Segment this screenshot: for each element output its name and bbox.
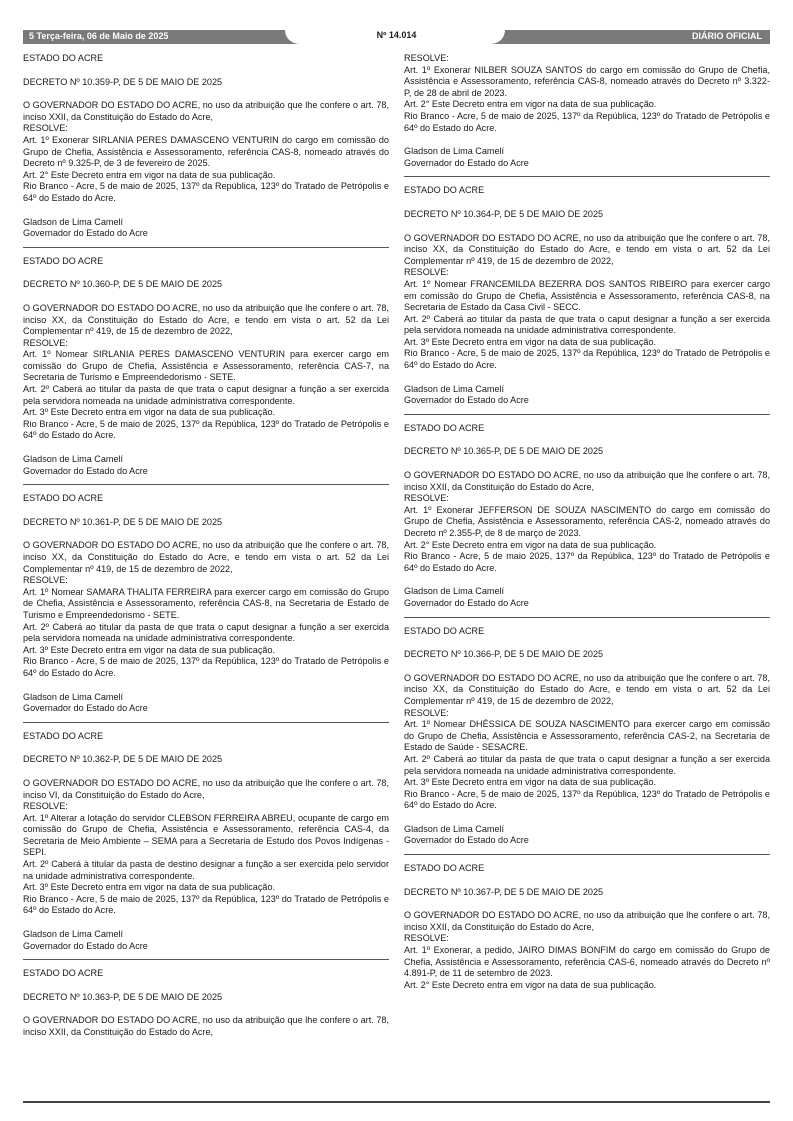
spacer xyxy=(404,574,770,586)
spacer xyxy=(23,917,389,929)
decree xyxy=(404,53,770,169)
signatory-role: Governador do Estado do Acre xyxy=(23,228,148,239)
decree-state: ESTADO DO ACRE xyxy=(404,625,485,636)
spacer xyxy=(23,1003,389,1015)
decree-text-line: O GOVERNADOR DO ESTADO DO ACRE, no uso da atribuição que lhe confere o art. 78, inciso VI, da Constituição do Estado do Acre, xyxy=(23,777,389,800)
decree-separator xyxy=(404,176,770,177)
spacer xyxy=(404,875,770,887)
header-publication: DIÁRIO OFICIAL xyxy=(692,31,762,41)
decree-title: DECRETO Nº 10.367-P, DE 5 DE MAIO DE 2025 xyxy=(404,886,604,897)
decree-text-line: Art. 1º Exonerar SIRLANIA PERES DAMASCENO VENTURIN do cargo em comissão do Grupo de Chefia, Assistência e Assessoramento, referência CAS-8, nomeado através do Decreto nº 9.325-P, de 3 de fevereiro de 2025. xyxy=(23,134,389,169)
decree-text-line: RESOLVE: xyxy=(404,707,449,718)
signatory-role: Governador do Estado do Acre xyxy=(23,703,148,714)
decree-text-line: RESOLVE: xyxy=(404,53,449,63)
decree-title: DECRETO Nº 10.362-P, DE 5 DE MAIO DE 2025 xyxy=(23,754,223,765)
decree-state: ESTADO DO ACRE xyxy=(23,53,104,63)
signatory-name: Gladson de Lima Camelí xyxy=(23,691,124,702)
decree-text-line: Rio Branco - Acre, 5 de maio 2025, 137º da República, 123º do Tratado de Petrópolis e 64º do Estado do Acre. xyxy=(404,551,770,573)
header-date: 5 Terça-feira, 06 de Maio de 2025 xyxy=(29,31,169,41)
decree-text-line: RESOLVE: xyxy=(404,267,449,278)
decree-state: ESTADO DO ACRE xyxy=(23,968,104,979)
spacer xyxy=(23,291,389,303)
bottom-rule xyxy=(23,1101,770,1103)
decree-text-line: Art. 3º Este Decreto entra em vigor na data de sua publicação. xyxy=(23,407,276,418)
decree-text-line: Art. 2° Este Decreto entra em vigor na data de sua publicação. xyxy=(23,169,276,180)
spacer xyxy=(404,134,770,146)
decree-text-line: O GOVERNADOR DO ESTADO DO ACRE, no uso da atribuição que lhe confere o art. 78, inciso XX, da Constituição do Estado do Acre, e tendo em vista o art. 52 da Lei Complementar nº 419, de 15 de dezembro de 2022, xyxy=(404,232,770,266)
decree-text-line: Art. 1º Nomear SIRLANIA PERES DAMASCENO VENTURIN para exercer cargo em comissão do Grupo de Chefia, Assistência e Assessoramento, referência CAS-7, na Secretaria de Turismo e Empreendedorismo - SETE. xyxy=(23,349,389,383)
decree-text-line: Rio Branco - Acre, 5 de maio de 2025, 137º da República, 123º do Tratado de Petrópolis e 64º do Estado do Acre. xyxy=(404,110,770,133)
decree-title: DECRETO Nº 10.363-P, DE 5 DE MAIO DE 2025 xyxy=(23,991,223,1002)
decree-text-line: Art. 3º Este Decreto entra em vigor na data de sua publicação. xyxy=(404,336,657,347)
right-column xyxy=(404,53,770,991)
decree-text-line: Art. 1º Nomear DHÉSSICA DE SOUZA NASCIMENTO para exercer cargo em comissão do Grupo de Chefia, Assistência e Assessoramento, referência CAS-2, na Secretaria de Estado de Saúde - SESACRE. xyxy=(404,719,770,753)
left-column xyxy=(23,53,389,1039)
signatory-role: Governador do Estado do Acre xyxy=(404,835,529,846)
spacer xyxy=(404,637,770,649)
decree-text-line: Rio Branco - Acre, 5 de maio de 2025, 137º da República, 123º do Tratado de Petrópolis e 64º do Estado do Acre. xyxy=(23,893,389,916)
decree-text-line: Art. 2º Caberá ao titular da pasta de que trata o caput designar a função a ser exercida pela servidora nomeada na unidade administrativa correspondente. xyxy=(23,384,389,406)
decree-title: DECRETO Nº 10.361-P, DE 5 DE MAIO DE 2025 xyxy=(23,516,223,527)
spacer xyxy=(23,88,389,100)
spacer xyxy=(404,434,770,446)
decree-text-line: O GOVERNADOR DO ESTADO DO ACRE, no uso da atribuição que lhe confere o art. 78, inciso XXII, da Constituição do Estado do Acre, xyxy=(404,910,770,932)
spacer xyxy=(404,372,770,384)
spacer xyxy=(23,766,389,778)
decree-text-line: Art. 1º Nomear FRANCEMILDA BEZERRA DOS SANTOS RIBEIRO para exercer cargo em comissão do Grupo de Chefia, Assistência e Assessoramento, referência CAS-8, na Secretaria de Estado da Casa Civil - SECC. xyxy=(404,278,770,313)
decree-text-line: Art. 1º Nomear SAMARA THALITA FERREIRA para exercer cargo em comissão do Grupo de Chefia, Assistência e Assessoramento, referência CAS-8, na Secretaria de Estado de Turismo e Empreendedorismo - SETE. xyxy=(23,586,389,620)
decree-title: DECRETO Nº 10.366-P, DE 5 DE MAIO DE 2025 xyxy=(404,649,604,660)
decree xyxy=(23,968,389,1038)
decree-text-line: O GOVERNADOR DO ESTADO DO ACRE, no uso da atribuição que lhe confere o art. 78, inciso XXII, da Constituição do Estado do Acre, xyxy=(404,470,770,492)
signatory-name: Gladson de Lima Camelí xyxy=(23,929,124,940)
decree-text-line: O GOVERNADOR DO ESTADO DO ACRE, no uso da atribuição que lhe confere o art. 78, inciso XX, da Constituição do Estado do Acre, e tendo em vista o art. 52 da Lei Complementar nº 419, de 15 de dezembro de 2022, xyxy=(404,672,770,706)
decree xyxy=(404,423,770,610)
decree-text-line: Art. 2º Caberá à titular da pasta de destino designar a função a ser exercida pelo servidor na unidade administrativa correspondente. xyxy=(23,859,389,881)
decree-text-line: RESOLVE: xyxy=(23,801,68,812)
decree-state: ESTADO DO ACRE xyxy=(404,422,485,433)
decree-title: DECRETO Nº 10.364-P, DE 5 DE MAIO DE 2025 xyxy=(404,208,604,219)
decree xyxy=(23,53,389,240)
decree-state: ESTADO DO ACRE xyxy=(404,185,485,196)
page-header xyxy=(23,30,770,44)
spacer xyxy=(23,65,389,77)
decree-state: ESTADO DO ACRE xyxy=(23,730,104,741)
signatory-name: Gladson de Lima Camelí xyxy=(404,146,505,157)
signatory-role: Governador do Estado do Acre xyxy=(404,157,529,168)
decree-text-line: RESOLVE: xyxy=(404,933,449,944)
decree-title: DECRETO Nº 10.360-P, DE 5 DE MAIO DE 2025 xyxy=(23,279,223,290)
signatory-name: Gladson de Lima Camelí xyxy=(404,383,505,394)
spacer xyxy=(404,458,770,470)
decree-separator xyxy=(23,247,389,248)
decree-text-line: Art. 2° Este Decreto entra em vigor na data de sua publicação. xyxy=(404,979,657,990)
decree-text-line: Art. 1º Exonerar JEFFERSON DE SOUZA NASCIMENTO do cargo em comissão do Grupo de Chefia, Assistência e Assessoramento, referência CAS-2, nomeado através do Decreto nº 2.355-P, de 8 de março de 2023. xyxy=(404,504,770,538)
decree-text-line: Art. 3º Este Decreto entra em vigor na data de sua publicação. xyxy=(23,882,276,893)
spacer xyxy=(404,197,770,209)
decree-text-line: Art. 3º Este Decreto entra em vigor na data de sua publicação. xyxy=(404,777,657,788)
signatory-role: Governador do Estado do Acre xyxy=(23,940,148,951)
decree-text-line: Rio Branco - Acre, 5 de maio de 2025, 137º da República, 123º do Tratado de Petrópolis e 64º do Estado do Acre. xyxy=(23,656,389,678)
decree-text-line: RESOLVE: xyxy=(23,575,68,586)
decree-text-line: Art. 2º Caberá ao titular da pasta de que trata o caput designar a função a ser exercida pela servidora nomeada na unidade administrativa correspondente. xyxy=(404,753,770,776)
spacer xyxy=(23,505,389,517)
decree-state: ESTADO DO ACRE xyxy=(23,493,104,504)
decree-text-line: RESOLVE: xyxy=(404,493,449,504)
decree-text-line: Art. 1º Exonerar, a pedido, JAIRO DIMAS BONFIM do cargo em comissão do Grupo de Chefia, Assistência e Assessoramento, referência CAS-6, nomeado através do Decreto nº 4.891-P, de 11 de setembro de 2023. xyxy=(404,945,770,979)
decree xyxy=(404,185,770,407)
spacer xyxy=(23,528,389,540)
spacer xyxy=(404,898,770,910)
decree xyxy=(23,493,389,715)
decree-text-line: O GOVERNADOR DO ESTADO DO ACRE, no uso da atribuição que lhe confere o art. 78, inciso XX, da Constituição do Estado do Acre, e tendo em vista o art. 52 da Lei Complementar nº 419, de 15 de dezembro de 2022, xyxy=(23,540,389,574)
spacer xyxy=(23,205,389,217)
decree-separator xyxy=(404,854,770,855)
decree-text-line: Rio Branco - Acre, 5 de maio de 2025, 137º da República, 123º do Tratado de Petrópolis e 64º do Estado do Acre. xyxy=(23,418,389,441)
decree-title: DECRETO Nº 10.365-P, DE 5 DE MAIO DE 2025 xyxy=(404,446,604,457)
signatory-role: Governador do Estado do Acre xyxy=(404,395,529,406)
decree-separator xyxy=(23,722,389,723)
decree-separator xyxy=(404,414,770,415)
spacer xyxy=(23,442,389,454)
signatory-name: Gladson de Lima Camelí xyxy=(23,216,124,227)
decree-text-line: Art. 2º Caberá ao titular da pasta de que trata o caput designar a função a ser exercida pela servidora nomeada na unidade administrativa correspondente. xyxy=(23,621,389,644)
decree-text-line: Art. 2° Este Decreto entra em vigor na data de sua publicação. xyxy=(404,539,657,550)
spacer xyxy=(23,742,389,754)
signatory-role: Governador do Estado do Acre xyxy=(23,465,148,476)
spacer xyxy=(404,661,770,673)
decree xyxy=(404,863,770,991)
decree-title: DECRETO Nº 10.359-P, DE 5 DE MAIO DE 2025 xyxy=(23,76,223,87)
decree xyxy=(23,256,389,478)
decree-text-line: Rio Branco - Acre, 5 de maio de 2025, 137º da República, 123º do Tratado de Petrópolis e 64º do Estado do Acre. xyxy=(23,181,389,203)
decree xyxy=(23,731,389,953)
decree-text-line: O GOVERNADOR DO ESTADO DO ACRE, no uso da atribuição que lhe confere o art. 78, inciso XXII, da Constituição do Estado do Acre, xyxy=(23,1015,389,1037)
decree-text-line: O GOVERNADOR DO ESTADO DO ACRE, no uso da atribuição que lhe confere o art. 78, inciso XX, da Constituição do Estado do Acre, e tendo em vista o art. 52 da Lei Complementar nº 419, de 15 de dezembro de 2022, xyxy=(23,302,389,337)
decree-text-line: Rio Branco - Acre, 5 de maio de 2025, 137º da República, 123º do Tratado de Petrópolis e 64º do Estado do Acre. xyxy=(404,348,770,371)
spacer xyxy=(23,267,389,279)
decree-separator xyxy=(23,959,389,960)
decree-text-line: O GOVERNADOR DO ESTADO DO ACRE, no uso da atribuição que lhe confere o art. 78, inciso XXII, da Constituição do Estado do Acre, xyxy=(23,100,389,122)
decree-state: ESTADO DO ACRE xyxy=(23,255,104,266)
spacer xyxy=(23,680,389,692)
decree-text-line: Art. 1º Exonerar NILBER SOUZA SANTOS do cargo em comissão do Grupo de Chefia, Assistência e Assessoramento, referência CAS-8, nomeado através do Decreto nº 3.322-P, de 28 de abril de 2023. xyxy=(404,64,770,98)
decree-text-line: Art. 2º Caberá ao titular da pasta de que trata o caput designar a função a ser exercida pela servidora nomeada na unidade administrativa correspondente. xyxy=(404,313,770,336)
spacer xyxy=(404,221,770,233)
signatory-name: Gladson de Lima Camelí xyxy=(404,823,505,834)
decree-text-line: Art. 1º Alterar a lotação do servidor CLEBSON FERREIRA ABREU, ocupante de cargo em comissão do Grupo de Chefia, Assistência e Assessoramento, referência CAS-4, da Secretaria de Meio Ambiente – SEMA para a Secretaria de Estudo dos Povos Indígenas - SEPI. xyxy=(23,812,389,858)
spacer xyxy=(404,812,770,824)
header-issue-number: Nº 14.014 xyxy=(376,30,417,40)
decree-separator xyxy=(23,484,389,485)
decree-separator xyxy=(404,617,770,618)
signatory-role: Governador do Estado do Acre xyxy=(404,597,529,608)
decree-text-line: RESOLVE: xyxy=(23,337,68,348)
decree-state: ESTADO DO ACRE xyxy=(404,863,485,874)
spacer xyxy=(23,980,389,992)
decree-text-line: Art. 2° Este Decreto entra em vigor na data de sua publicação. xyxy=(404,99,657,110)
signatory-name: Gladson de Lima Camelí xyxy=(404,586,505,597)
decree xyxy=(404,626,770,848)
decree-text-line: Rio Branco - Acre, 5 de maio de 2025, 137º da República, 123º do Tratado de Petrópolis e 64º do Estado do Acre. xyxy=(404,788,770,811)
signatory-name: Gladson de Lima Camelí xyxy=(23,454,124,465)
decree-text-line: Art. 3º Este Decreto entra em vigor na data de sua publicação. xyxy=(23,644,276,655)
decree-text-line: RESOLVE: xyxy=(23,123,68,134)
